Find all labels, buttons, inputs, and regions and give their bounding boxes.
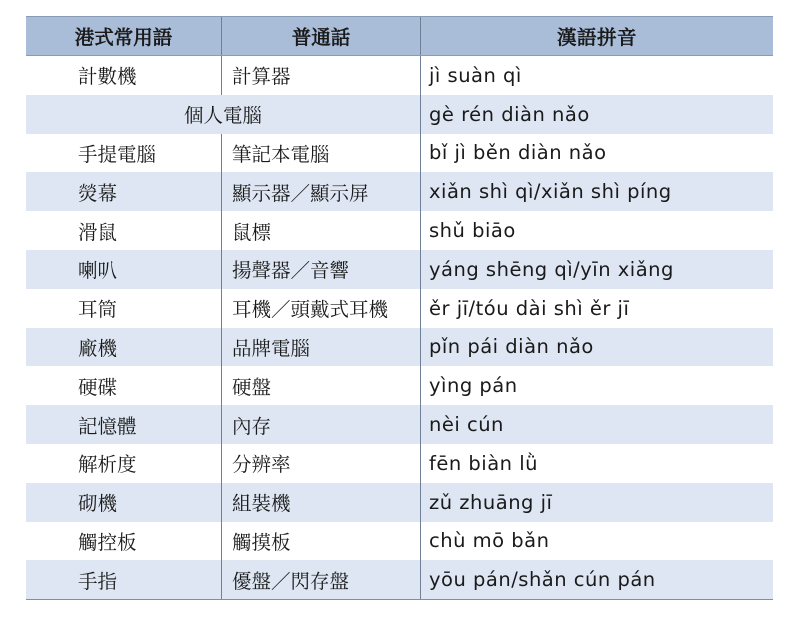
hk-term: 解析度 [78, 453, 137, 477]
table-row [26, 560, 773, 599]
table-row [26, 172, 773, 211]
hk-term: 廠機 [78, 336, 118, 360]
table-row [26, 211, 773, 250]
table-row [26, 444, 773, 483]
pinyin: xiǎn shì qì/xiǎn shì píng [420, 172, 773, 211]
hk-term: 記憶體 [78, 414, 137, 438]
table-header [26, 16, 773, 56]
shared-term: 個人電腦 [183, 104, 262, 128]
hk-term: 喇叭 [78, 259, 118, 283]
putonghua-term: 內存 [221, 405, 420, 444]
putonghua-term: 品牌電腦 [221, 328, 420, 367]
putonghua-term: 組裝機 [221, 483, 420, 522]
putonghua-term: 觸摸板 [221, 522, 420, 561]
putonghua-term: 揚聲器／音響 [221, 250, 420, 289]
pinyin: ěr jī/tóu dài shì ěr jī [420, 289, 773, 328]
putonghua-term: 筆記本電腦 [221, 134, 420, 173]
table-row [26, 95, 773, 134]
hk-term: 砌機 [78, 492, 118, 516]
pinyin: shǔ biāo [420, 211, 773, 250]
pinyin: yáng shēng qì/yīn xiǎng [420, 250, 773, 289]
table-row [26, 366, 773, 405]
vocabulary-table [26, 16, 773, 600]
table-row [26, 328, 773, 367]
putonghua-term: 硬盤 [221, 366, 420, 405]
table-row [26, 250, 773, 289]
pinyin: chù mō bǎn [420, 522, 773, 561]
table-row [26, 289, 773, 328]
pinyin: yìng pán [420, 366, 773, 405]
putonghua-term: 鼠標 [221, 211, 420, 250]
header-putonghua: 普通話 [221, 17, 420, 55]
pinyin: fēn biàn lǜ [420, 444, 773, 483]
hk-term: 硬碟 [78, 375, 118, 399]
hk-term: 熒幕 [78, 181, 118, 205]
pinyin: bǐ jì běn diàn nǎo [420, 134, 773, 173]
putonghua-term: 耳機／頭戴式耳機 [221, 289, 420, 328]
table-row [26, 483, 773, 522]
hk-term: 計數機 [78, 65, 137, 89]
putonghua-term: 優盤／閃存盤 [221, 560, 420, 599]
pinyin: jì suàn qì [420, 56, 773, 95]
hk-term: 耳筒 [78, 298, 118, 322]
hk-term: 滑鼠 [78, 220, 118, 244]
pinyin: yōu pán/shǎn cún pán [420, 560, 773, 599]
table-row [26, 405, 773, 444]
hk-term: 手指 [78, 569, 118, 593]
pinyin: pǐn pái diàn nǎo [420, 328, 773, 367]
header-hk-term: 港式常用語 [74, 26, 173, 49]
pinyin: zǔ zhuāng jī [420, 483, 773, 522]
table-row [26, 56, 773, 95]
table-row [26, 134, 773, 173]
pinyin: nèi cún [420, 405, 773, 444]
putonghua-term: 顯示器／顯示屏 [221, 172, 420, 211]
hk-term: 觸控板 [78, 530, 137, 554]
hk-term: 手提電腦 [78, 142, 157, 166]
putonghua-term: 計算器 [221, 56, 420, 95]
putonghua-term: 分辨率 [221, 444, 420, 483]
table-row [26, 522, 773, 561]
header-pinyin: 漢語拼音 [420, 17, 773, 55]
pinyin: gè rén diàn nǎo [420, 95, 773, 134]
